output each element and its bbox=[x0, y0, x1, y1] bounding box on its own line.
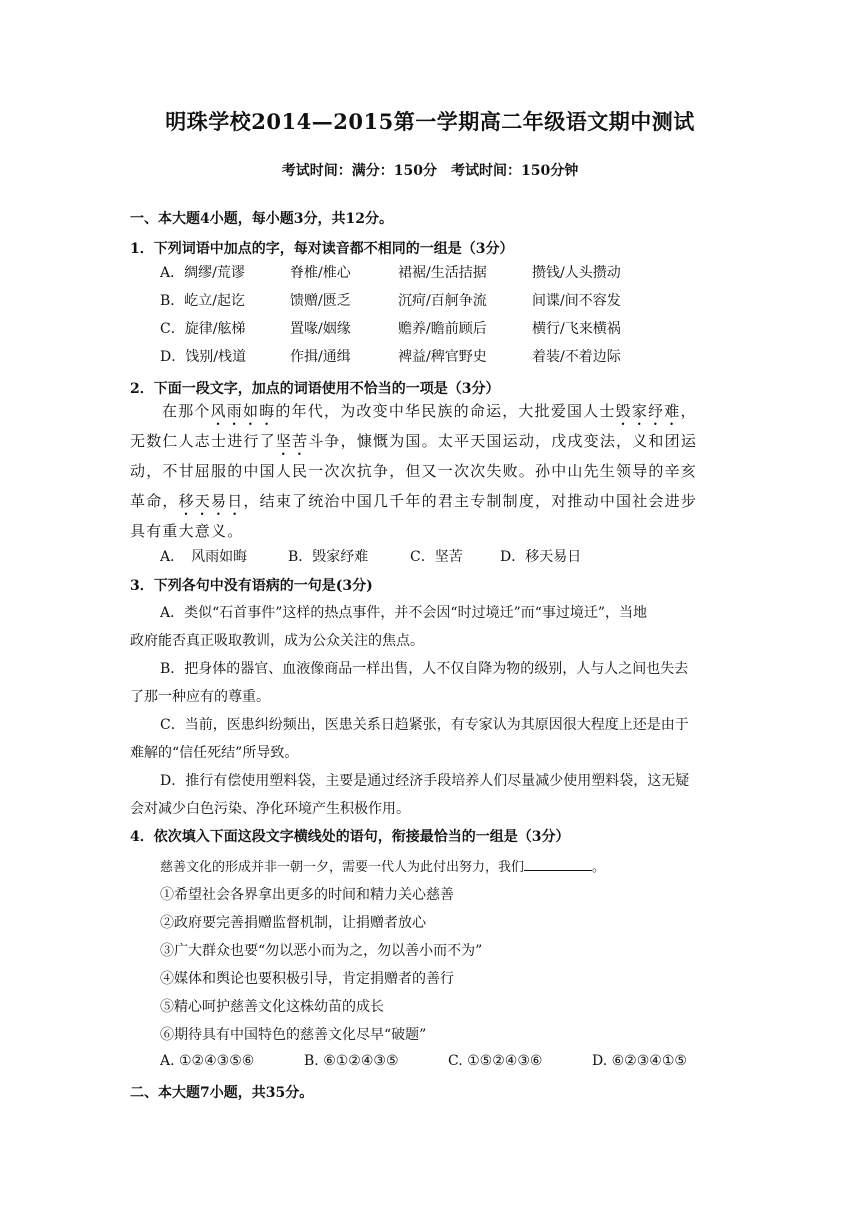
q3-option-a-line-2: 政府能否真正吸取教训，成为公众关注的焦点。 bbox=[130, 633, 424, 649]
q1-d-word-1: D．饯别/栈道 bbox=[160, 349, 246, 365]
q2-dotted-word-4: 移天易日 bbox=[178, 492, 244, 510]
q4-item-5: ⑤精心呵护慈善文化这株幼苗的成长 bbox=[160, 999, 384, 1015]
q3-option-d-line-2: 会对减少白色污染、净化环境产生积极作用。 bbox=[130, 801, 410, 817]
q2-line-3: 动，不甘屈服的中国人民一次次抗争，但又一次次失败。孙中山先生领导的辛亥 bbox=[130, 462, 698, 480]
q1-b-word-2: 馈赠/匮乏 bbox=[290, 293, 351, 309]
q4-item-1: ①希望社会各界拿出更多的时间和精力关心慈善 bbox=[160, 887, 454, 903]
q1-d-word-3: 裨益/稗官野史 bbox=[398, 349, 487, 365]
q2-dotted-word-3: 坚苦 bbox=[275, 432, 309, 450]
q1-d-word-4: 着装/不着边际 bbox=[532, 349, 621, 365]
q1-b-word-1: B．屹立/起讫 bbox=[160, 293, 246, 309]
q1-b-word-4: 间谍/间不容发 bbox=[532, 293, 621, 309]
q1-b-word-3: 沉疴/百舸争流 bbox=[398, 293, 487, 309]
q3-option-a-line-1: A．类似“石首事件”这样的热点事件，并不会因“时过境迁”而“事过境迁”，当地 bbox=[160, 605, 648, 621]
q1-a-word-1: A．绸缪/荒谬 bbox=[160, 265, 245, 281]
q1-a-word-4: 攒钱/人头攒动 bbox=[532, 265, 621, 281]
q2-option-a: A． 风雨如晦 bbox=[160, 549, 248, 565]
q2-line-5: 具有重大意义。 bbox=[130, 522, 244, 540]
q4-blank bbox=[524, 858, 592, 871]
q4-item-6: ⑥期待具有中国特色的慈善文化尽早“破题” bbox=[160, 1027, 427, 1043]
q4-option-b: B. ⑥①②④③⑤ bbox=[304, 1053, 399, 1069]
q2-line-1: 在那个风雨如晦的年代，为改变中华民族的命运，大批爱国人士毁家纾难， bbox=[162, 402, 697, 420]
q2-line-2: 无数仁人志士进行了坚苦斗争，慷慨为国。太平天国运动，戊戌变法，义和团运 bbox=[130, 432, 698, 450]
page-title: 明珠学校2014—2015第一学期高二年级语文期中测试 bbox=[165, 109, 695, 134]
q1-d-word-2: 作揖/通缉 bbox=[290, 349, 351, 365]
q3-option-b-line-2: 了那一种应有的尊重。 bbox=[130, 689, 270, 705]
q4-option-c: C. ①⑤②④③⑥ bbox=[448, 1053, 543, 1069]
q1-c-word-1: C．旋律/舷梯 bbox=[160, 321, 246, 337]
q1-c-word-3: 赡养/瞻前顾后 bbox=[398, 321, 487, 337]
q2-line-4: 革命，移天易日，结束了统治中国几千年的君主专制制度，对推动中国社会进步 bbox=[130, 492, 698, 510]
q4-item-3: ③广大群众也要“勿以恶小而为之，勿以善小而不为” bbox=[160, 943, 483, 959]
q2-stem: 2．下面一段文字，加点的词语使用不恰当的一项是（3分） bbox=[130, 381, 500, 397]
q4-stem: 4．依次填入下面这段文字横线处的语句，衔接最恰当的一组是（3分） bbox=[130, 829, 570, 845]
q4-option-a: A. ①②④③⑤⑥ bbox=[160, 1053, 255, 1069]
q2-option-b: B．毁家纾难 bbox=[288, 549, 369, 565]
q2-option-c: C．坚苦 bbox=[410, 549, 463, 565]
section-1-heading: 一、本大题4小题，每小题3分，共12分。 bbox=[130, 211, 393, 227]
q4-item-2: ②政府要完善捐赠监督机制，让捐赠者放心 bbox=[160, 915, 426, 931]
q3-option-b-line-1: B．把身体的器官、血液像商品一样出售，人不仅自降为物的级别，人与人之间也失去 bbox=[160, 661, 689, 677]
q4-item-4: ④媒体和舆论也要积极引导，肯定捐赠者的善行 bbox=[160, 971, 454, 987]
q4-passage: 慈善文化的形成并非一朝一夕，需要一代人为此付出努力，我们 。 bbox=[160, 860, 606, 875]
q2-dotted-word-2: 毁家纾难 bbox=[615, 402, 681, 420]
exam-info: 考试时间：满分：150分 考试时间：150分钟 bbox=[281, 163, 579, 179]
q1-c-word-2: 置喙/姻缘 bbox=[290, 321, 351, 337]
q3-option-d-line-1: D．推行有偿使用塑料袋，主要是通过经济手段培养人们尽量减少使用塑料袋，这无疑 bbox=[160, 773, 690, 789]
q1-a-word-3: 裙裾/生活拮据 bbox=[398, 265, 487, 281]
q1-stem: 1．下列词语中加点的字，每对读音都不相同的一组是（3分） bbox=[130, 241, 514, 257]
q1-a-word-2: 脊椎/椎心 bbox=[290, 265, 351, 281]
q1-c-word-4: 横行/飞来横祸 bbox=[532, 321, 621, 337]
q3-option-c-line-2: 难解的“信任死结”所导致。 bbox=[130, 745, 299, 761]
q3-option-c-line-1: C．当前，医患纠纷频出，医患关系日趋紧张，有专家认为其原因很大程度上还是由于 bbox=[160, 717, 689, 733]
q2-option-d: D．移天易日 bbox=[500, 549, 582, 565]
q3-stem: 3．下列各句中没有语病的一句是(3分) bbox=[130, 578, 373, 594]
section-2-heading: 二、本大题7小题，共35分。 bbox=[130, 1085, 314, 1101]
q4-option-d: D. ⑥②③④①⑤ bbox=[592, 1053, 687, 1069]
q2-dotted-word-1: 风雨如晦 bbox=[210, 402, 276, 420]
